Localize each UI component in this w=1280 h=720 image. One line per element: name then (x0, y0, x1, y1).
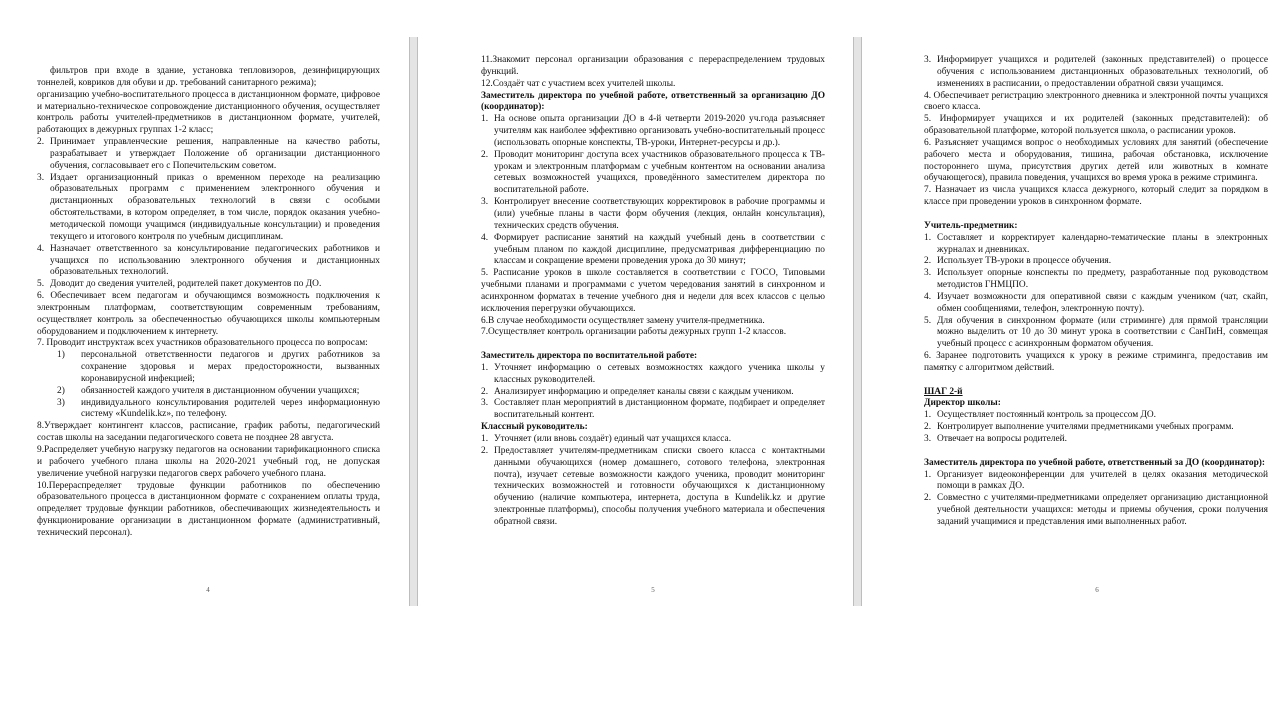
paragraph: 6. Обеспечивает всем педагогам и обучающимся возможность подключения к электронным платформам, соответствующим современным требованиям, осуществляет контроль за обеспеченностью обучающихся школы компьютерным оборудованием и подключением к интернету. (37, 291, 380, 337)
section-heading: Заместитель директора по воспитательной работе: (481, 351, 698, 362)
numbered-list-item (37, 279, 380, 291)
list-number: 1. (924, 232, 932, 243)
list-number: 3. (924, 434, 932, 444)
numbered-list-item (481, 233, 825, 269)
list-text: Проводит мониторинг доступа всех участников образовательного процесса к ТВ-урокам и электронным платформам с учебным контентом на основании анализа сетевых возможностей учащихся, проведённого заместителем директора по воспитательной работе. (494, 149, 825, 196)
section-heading: Заместитель директора по учебной работе, ответственный за ДО (координатор): (924, 457, 1266, 468)
list-number: 2. (481, 445, 489, 456)
paragraph: 10.Перераспределяет трудовые функции работников по обеспечению образовательного процесса в дистанционном формате с сохранением оплаты труда, определяет трудовые функции работников, обеспечивающих жизнедеятельность и функционирование организации в дистанционном формате (административный, технический персонал). (37, 480, 380, 538)
list-text: Использует опорные конспекты по предмету, разработанные под руководством методистов ГНМЦПО. (937, 268, 1268, 291)
list-text: Доводит до сведения учителей, родителей пакет документов по ДО. (50, 279, 322, 290)
page-content (37, 66, 380, 586)
list-text: Для обучения в синхронном формате (или стриминге) для прямой трансляции можно выделить от 10 до 30 минут урока в соответствии с СанПиН, совмещая учебный процесс с асинхронным форматом обучения. (937, 315, 1268, 350)
section-heading: Учитель-предметник: (924, 220, 1018, 231)
numbered-list-item (924, 268, 1268, 292)
document-page-4 (0, 0, 409, 606)
list-number: 2. (924, 493, 932, 504)
list-text: индивидуального консультирования родителей через информационную систему «Kundelik.kz», по телефону. (81, 397, 380, 420)
page-separator (409, 37, 418, 606)
list-number: 1. (481, 362, 489, 373)
list-text: Предоставляет учителям-предметникам списки своего класса с контактными данными обучающихся (номер домашнего, сотового телефона, электронная почта), изучает сетевые возможности каждого ученика, проводит мониторинг технических возможностей и готовности обучающихся к дистанционному обучению (наличие компьютера, интернета, доступа в Kundelik.kz и другие электронные платформы), способы получения учебного материала и обеспечения обратной связи. (494, 445, 825, 527)
paragraph: 8.Утверждает контингент классов, расписание, график работы, педагогический состав школы на заседании педагогического совета не позднее 28 августа. (37, 421, 380, 444)
page-number: 6 (1095, 586, 1099, 594)
list-number: 1. (481, 434, 489, 444)
list-number: 4. (924, 291, 932, 302)
numbered-list-item (481, 114, 825, 150)
list-text: Принимает управленческие решения, направленные на качество работы, разрабатывает и утверждает Положение об организации дистанционного обучения, согласовывает его с Попечительским советом. (50, 137, 380, 171)
paragraph: 5. Информирует учащихся и их родителей (законных представителей): об образовательной платформе, которой пользуется школа, о расписании уроков. (924, 114, 1268, 137)
list-text: Назначает ответственного за консультирование педагогических работников и учащихся по использованию электронного обучения и дистанционных образовательных технологий. (50, 243, 380, 278)
page-content (924, 55, 1268, 586)
blank-line (481, 339, 825, 351)
list-text: Осуществляет постоянный контроль за процессом ДО. (937, 410, 1157, 421)
numbered-list-item (481, 387, 825, 399)
paragraph: фильтров при входе в здание, установка тепловизоров, дезинфицирующих тоннелей, ковриков для обуви и др. требований санитарного режима); (37, 66, 380, 88)
numbered-list-item (924, 55, 1268, 91)
paragraph: 9.Распределяет учебную нагрузку педагогов на основании тарификационного списка и рабочего учебного плана школы на 2020-2021 учебный год, не допуская увеличение учебной нагрузки педагогов сверх рабочего учебного плана. (37, 445, 380, 479)
list-text: На основе опыта организации ДО в 4-й четверти 2019-2020 уч.года разъясняет учителям как наиболее эффективно организовать учебно-воспитательный процесс (использовать опорные конспекты, ТВ-уроки, Интернет-ресурсы и др.). (494, 114, 825, 148)
list-text: Анализирует информацию и определяет каналы связи с каждым учеником. (494, 386, 794, 397)
list-number: 2. (924, 422, 932, 433)
list-text: персональной ответственности педагогов и других работников за сохранение здоровья и мерах предосторожности, вызванных коронавирусной инфекцией; (81, 350, 380, 384)
list-text: Организует видеоконференции для учителей в целях оказания методической помощи в рамках ДО. (937, 469, 1268, 492)
blank-line (924, 446, 1268, 458)
numbered-list-item (924, 422, 1268, 434)
numbered-list-item (924, 493, 1268, 529)
list-text: Издает организационный приказ о временном переходе на реализацию образовательных программ с применением электронного обучения и дистанционных образовательных технологий в связи с особыми обстоятельствами, в котором определяет, в том числе, порядок оказания учебно-методической помощи учащимся (индивидуальные консультации) и проведения текущего и итогового контроля по учебным дисциплинам. (50, 172, 380, 242)
list-number: 3. (37, 172, 45, 183)
numbered-list-item (481, 398, 825, 422)
list-number: 3. (481, 197, 489, 208)
list-number: 4. (481, 232, 489, 243)
paragraph: 6. Заранее подготовить учащихся к уроку в режиме стриминга, предоставив им памятку с алгоритмом действий. (924, 351, 1268, 373)
list-text: Совместно с учителями-предметниками определяет организацию дистанционной учебной деятельности учащихся: методы и приемы обучения, сроки получения заданий учащимися и представления ими выполненных работ. (937, 493, 1268, 527)
paragraph: 11.Знакомит персонал организации образования с перераспределением трудовых функций. (481, 55, 825, 77)
list-text: Изучает возможности для оперативной связи с каждым учеником (чат, скайп, обмен сообщениями, телефон, электронную почту). (937, 291, 1268, 314)
paragraph: 7. Проводит инструктаж всех участников образовательного процесса по вопросам: (37, 338, 368, 349)
numbered-list-item (924, 316, 1268, 352)
document-page-6 (862, 0, 1280, 606)
blank-line (924, 209, 1268, 221)
list-text: Составляет и корректирует календарно-тематические планы в электронных журналах и дневниках. (937, 232, 1268, 255)
numbered-list-item (37, 137, 380, 173)
paragraph: 6. Разъясняет учащимся вопрос о необходимых условиях для занятий (обеспечение рабочего места и оборудования, тишина, рабочая обстановка, исключение постороннего шума, присутствия других детей или животных в комнате обучающегося), правила поведения, учащихся во время урока в режиме стриминга. (924, 137, 1268, 184)
sub-list-item (37, 350, 380, 386)
list-text: Контролирует внесение соответствующих корректировок в рабочие программы и (или) учебные планы в части форм обучения (лекция, онлайн консультация), технических средств обучения. (494, 197, 825, 231)
numbered-list-item (481, 363, 825, 387)
paragraph: 12.Создаёт чат с участием всех учителей школы. (481, 78, 676, 89)
list-number: 5. (37, 279, 45, 290)
list-number: 3. (924, 268, 932, 279)
numbered-list-item (924, 470, 1268, 494)
paragraph: 6.В случае необходимости осуществляет замену учителя-предметника. (481, 315, 765, 326)
sub-list-item (37, 386, 380, 398)
sub-list-item (37, 398, 380, 422)
paragraph: 4. Обеспечивает регистрацию электронного дневника и электронной почты учащихся своего класса. (924, 90, 1268, 113)
list-text: Уточняет информацию о сетевых возможностях каждого ученика школы у классных руководителей. (494, 362, 825, 385)
blank-line (924, 375, 1268, 387)
numbered-list-item (924, 434, 1268, 446)
section-heading: Классный руководитель: (481, 422, 588, 433)
numbered-list-item (924, 410, 1268, 422)
list-number: 2. (37, 137, 45, 148)
list-text: Информирует учащихся и родителей (законных представителей) о процессе обучения с использованием дистанционных образовательных технологий, об изменениях в расписании, о предоставлении обратной связи учащимся. (937, 55, 1268, 89)
list-text: обязанностей каждого учителя в дистанционном обучении учащихся; (81, 385, 360, 396)
list-number: 5. (924, 315, 932, 326)
list-number: 3. (481, 398, 489, 409)
list-number: 1) (57, 350, 65, 361)
numbered-list-item (481, 197, 825, 233)
list-text: Контролирует выполнение учителями предметниками учебных программ. (937, 422, 1234, 433)
numbered-list-item (37, 244, 380, 280)
list-number: 3. (924, 55, 932, 65)
list-text: Использует ТВ-уроки в процессе обучения. (937, 256, 1112, 267)
list-number: 4. (37, 243, 45, 254)
list-number: 2) (57, 385, 65, 396)
list-text: Формирует расписание занятий на каждый учебный день в соответствии с учебным планом по каждой дисциплине, предусматривая дифференциацию по классам и сокращение времени проведения урока до 30 минут; (494, 232, 825, 267)
numbered-list-item (37, 173, 380, 244)
numbered-list-item (481, 434, 825, 446)
section-heading: ШАГ 2-й (924, 386, 963, 397)
page-number: 5 (651, 586, 655, 594)
document-page-5 (418, 0, 853, 606)
page-content (481, 55, 825, 586)
section-heading: Директор школы: (924, 398, 1001, 409)
page-separator (853, 37, 862, 606)
list-number: 3) (57, 397, 65, 408)
list-number: 2. (481, 386, 489, 397)
numbered-list-item (481, 446, 825, 529)
section-heading: Заместитель директора по учебной работе, ответственный за организацию ДО (координатор): (481, 90, 825, 113)
list-text: Уточняет (или вновь создаёт) единый чат учащихся класса. (494, 434, 732, 444)
list-number: 1. (924, 410, 932, 421)
numbered-list-item (924, 256, 1268, 268)
paragraph: 7. Назначает из числа учащихся класса дежурного, который следит за порядком в классе при проведении уроков в синхронном формате. (924, 185, 1268, 208)
paragraph: 7.Осуществляет контроль организации работы дежурных групп 1-2 классов. (481, 327, 787, 338)
page-number: 4 (206, 586, 210, 594)
list-number: 1. (481, 114, 489, 125)
list-number: 1. (924, 469, 932, 480)
paragraph: организацию учебно-воспитательного процесса в дистанционном формате, цифровое и материально-техническое сопровождение дистанционного обучения, осуществляет контроль работы учителей-предметников в дистанционном формате, учителей, работающих в дежурных группах 1-2 класс; (37, 89, 380, 136)
numbered-list-item (924, 233, 1268, 257)
numbered-list-item (481, 150, 825, 197)
list-number: 2. (481, 149, 489, 160)
numbered-list-item (924, 292, 1268, 316)
list-text: Составляет план мероприятий в дистанционном формате, подбирает и определяет воспитательный контент. (494, 398, 825, 421)
list-text: Отвечает на вопросы родителей. (937, 434, 1067, 444)
list-number: 2. (924, 256, 932, 267)
paragraph: 5. Расписание уроков в школе составляется в соответствии с ГОСО, Типовыми учебными планами и программами с учетом чередования занятий в синхронном и асинхронном форматах в течение учебного дня и недели для всех классов с целью исключения перегрузки обучающихся. (481, 268, 825, 314)
